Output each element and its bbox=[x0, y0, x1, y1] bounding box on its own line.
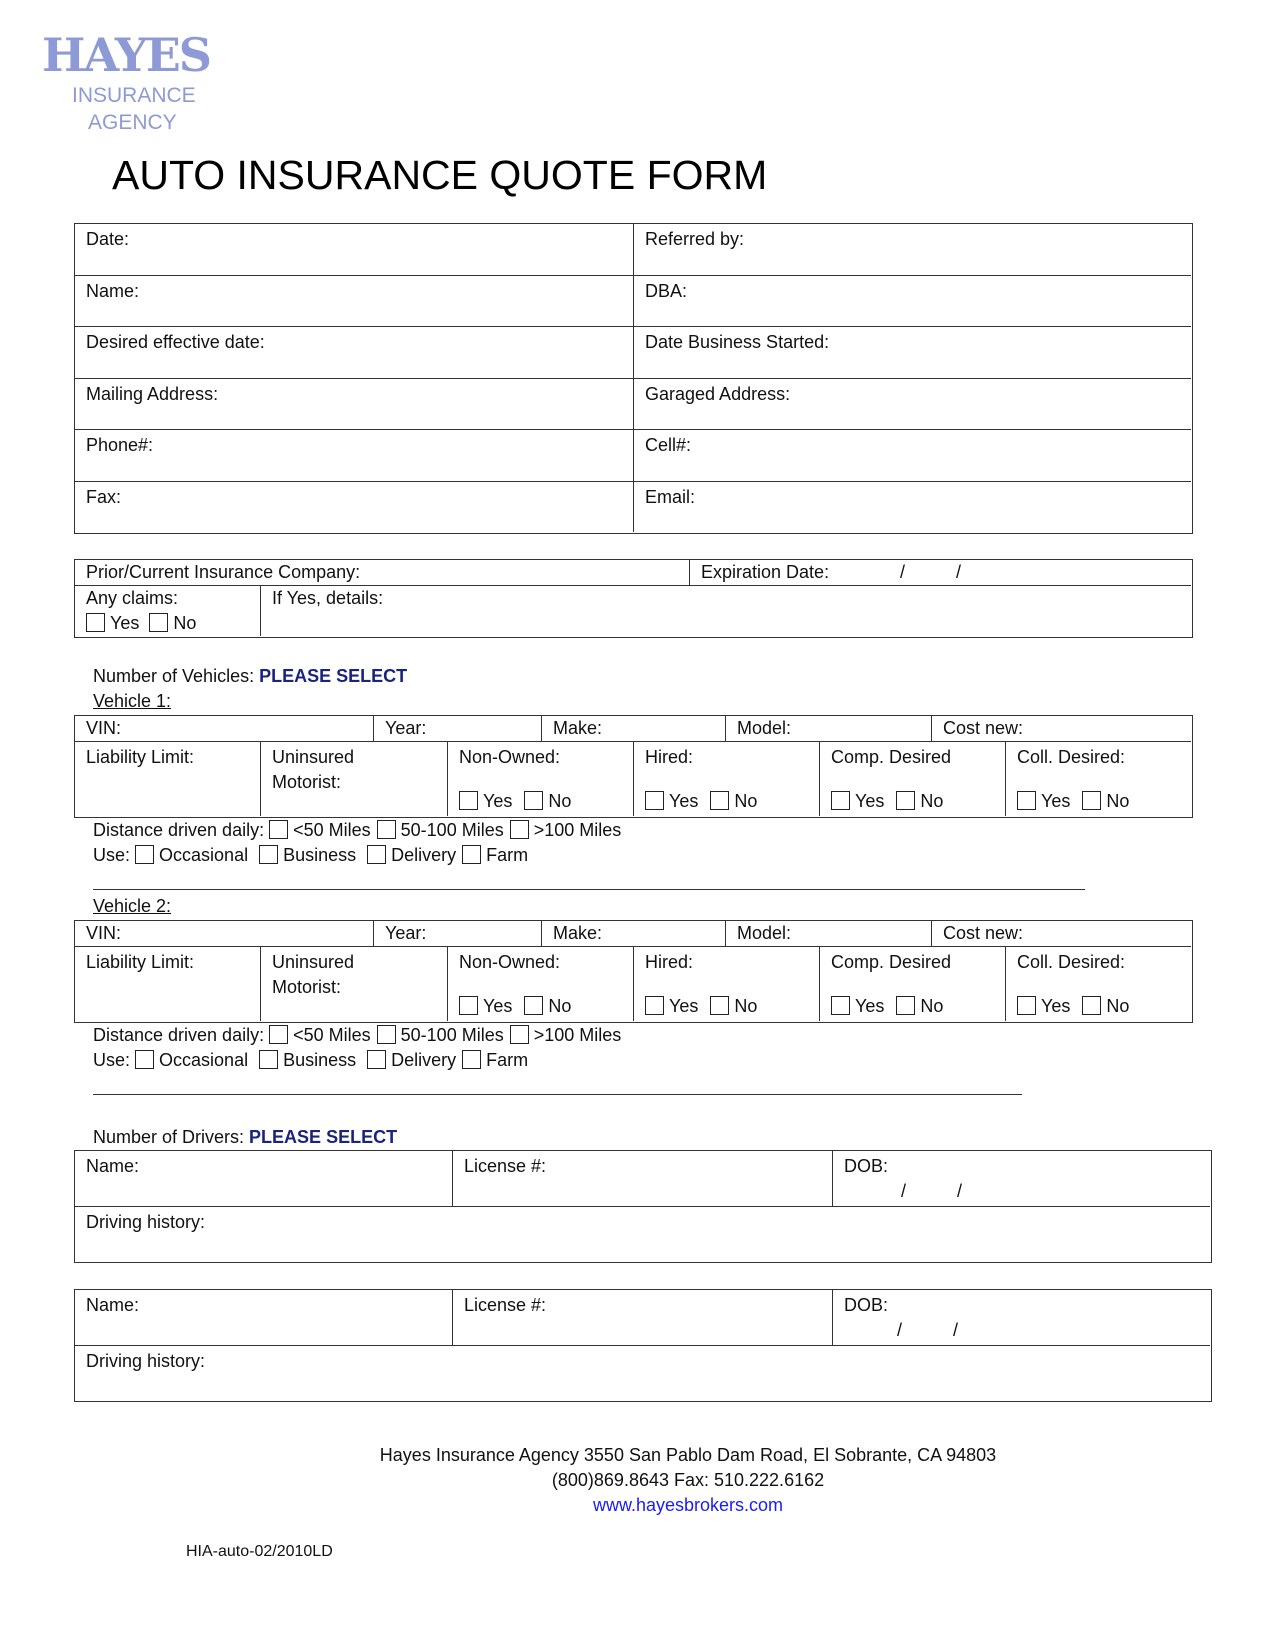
hired-field bbox=[634, 742, 820, 816]
distance-50-100-checkbox[interactable] bbox=[377, 1025, 396, 1044]
vehicle-table bbox=[74, 920, 1193, 1023]
make-label: Make: bbox=[553, 718, 603, 738]
option-label: Farm bbox=[486, 1050, 529, 1070]
no-label: No bbox=[1106, 996, 1130, 1016]
yes-label: Yes bbox=[855, 996, 885, 1016]
option-label: Farm bbox=[486, 845, 529, 865]
vin-label: VIN: bbox=[86, 718, 122, 738]
dob-field[interactable] bbox=[833, 1290, 1210, 1346]
non-owned-yes-checkbox[interactable] bbox=[459, 791, 478, 810]
coll-no-checkbox[interactable] bbox=[1082, 791, 1101, 810]
drivers-select[interactable]: PLEASE SELECT bbox=[249, 1127, 398, 1147]
liability-label: Liability Limit: bbox=[86, 952, 195, 972]
driver-name-label: Name: bbox=[86, 1156, 140, 1176]
claims-details-field[interactable] bbox=[261, 586, 1191, 636]
no-label: No bbox=[1106, 791, 1130, 811]
use-occasional-checkbox[interactable] bbox=[135, 845, 154, 864]
distance-under50-checkbox[interactable] bbox=[269, 1025, 288, 1044]
cost-label: Cost new: bbox=[943, 718, 1024, 738]
date-slash: / bbox=[897, 1320, 903, 1340]
yes-label: Yes bbox=[669, 996, 699, 1016]
cell-label: Cell#: bbox=[645, 435, 692, 455]
website-link[interactable]: www.hayesbrokers.com bbox=[592, 1495, 784, 1515]
fax-field[interactable] bbox=[75, 482, 634, 532]
distance-label: Distance driven daily: bbox=[93, 820, 265, 840]
name-label: Name: bbox=[86, 281, 140, 301]
cost-new-field[interactable] bbox=[932, 921, 1191, 947]
option-label: Business bbox=[283, 845, 357, 865]
non-owned-no-checkbox[interactable] bbox=[524, 791, 543, 810]
date-slash: / bbox=[901, 1181, 907, 1201]
use-farm-checkbox[interactable] bbox=[462, 1050, 481, 1069]
coll-label: Coll. Desired: bbox=[1017, 747, 1126, 767]
option-label: <50 Miles bbox=[293, 1025, 371, 1045]
history-label: Driving history: bbox=[86, 1212, 206, 1232]
effective-date-field[interactable] bbox=[75, 327, 634, 379]
garaged-label: Garaged Address: bbox=[645, 384, 791, 404]
non-owned-label: Non-Owned: bbox=[459, 747, 561, 767]
vin-field[interactable] bbox=[75, 921, 374, 947]
driving-history-field[interactable] bbox=[75, 1207, 1210, 1261]
non-owned-yes-checkbox[interactable] bbox=[459, 996, 478, 1015]
distance-under50-checkbox[interactable] bbox=[269, 820, 288, 839]
divider bbox=[93, 1094, 1022, 1095]
effective-label: Desired effective date: bbox=[86, 332, 265, 352]
expiration-label: Expiration Date: bbox=[701, 562, 830, 582]
vehicle-table bbox=[74, 715, 1193, 818]
vehicles-select[interactable]: PLEASE SELECT bbox=[259, 666, 408, 686]
mailing-address-field[interactable] bbox=[75, 379, 634, 430]
mailing-label: Mailing Address: bbox=[86, 384, 219, 404]
dob-label: DOB: bbox=[844, 1156, 889, 1176]
option-label: Occasional bbox=[159, 845, 249, 865]
non-owned-no-checkbox[interactable] bbox=[524, 996, 543, 1015]
prior-company-field[interactable] bbox=[75, 560, 690, 586]
comp-label: Comp. Desired bbox=[831, 952, 952, 972]
non-owned-field bbox=[448, 947, 634, 1021]
hired-label: Hired: bbox=[645, 747, 694, 767]
hired-no-checkbox[interactable] bbox=[710, 996, 729, 1015]
footer-phones: (800)869.8643 Fax: 510.222.6162 bbox=[551, 1470, 825, 1490]
referred-field[interactable] bbox=[634, 224, 1191, 276]
use-row bbox=[93, 843, 528, 868]
history-label: Driving history: bbox=[86, 1351, 206, 1371]
driver-name-field[interactable] bbox=[75, 1151, 453, 1207]
coll-no-checkbox[interactable] bbox=[1082, 996, 1101, 1015]
no-label: No bbox=[173, 613, 197, 633]
coll-field bbox=[1006, 742, 1191, 816]
no-label: No bbox=[734, 996, 758, 1016]
claims-no-checkbox[interactable] bbox=[149, 613, 168, 632]
yes-label: Yes bbox=[483, 791, 513, 811]
yes-label: Yes bbox=[110, 613, 140, 633]
distance-label: Distance driven daily: bbox=[93, 1025, 265, 1045]
coll-yes-checkbox[interactable] bbox=[1017, 791, 1036, 810]
uninsured-label: Uninsured bbox=[272, 952, 355, 972]
yes-label: Yes bbox=[1041, 996, 1071, 1016]
distance-over100-checkbox[interactable] bbox=[510, 1025, 529, 1044]
vin-field[interactable] bbox=[75, 716, 374, 742]
prior-company-label: Prior/Current Insurance Company: bbox=[86, 562, 361, 582]
drivers-label: Number of Drivers: bbox=[93, 1127, 245, 1147]
option-label: 50-100 Miles bbox=[400, 820, 504, 840]
use-farm-checkbox[interactable] bbox=[462, 845, 481, 864]
yes-label: Yes bbox=[669, 791, 699, 811]
coll-yes-checkbox[interactable] bbox=[1017, 996, 1036, 1015]
phone-field[interactable] bbox=[75, 430, 634, 482]
use-occasional-checkbox[interactable] bbox=[135, 1050, 154, 1069]
vehicle-title: Vehicle 1: bbox=[93, 691, 172, 711]
contact-table bbox=[74, 223, 1193, 534]
use-row bbox=[93, 1048, 528, 1073]
hired-field bbox=[634, 947, 820, 1021]
cell-field[interactable] bbox=[634, 430, 1191, 482]
uninsured-label: Motorist: bbox=[272, 977, 342, 997]
fax-label: Fax: bbox=[86, 487, 122, 507]
driver-table bbox=[74, 1150, 1212, 1263]
license-label: License #: bbox=[464, 1156, 547, 1176]
make-label: Make: bbox=[553, 923, 603, 943]
year-field[interactable] bbox=[374, 921, 542, 947]
vehicles-label: Number of Vehicles: bbox=[93, 666, 255, 686]
make-field[interactable] bbox=[542, 716, 726, 742]
use-label: Use: bbox=[93, 1050, 131, 1070]
garaged-address-field[interactable] bbox=[634, 379, 1191, 430]
hired-label: Hired: bbox=[645, 952, 694, 972]
no-label: No bbox=[734, 791, 758, 811]
yes-label: Yes bbox=[1041, 791, 1071, 811]
yes-label: Yes bbox=[483, 996, 513, 1016]
liability-label: Liability Limit: bbox=[86, 747, 195, 767]
logo-name: HAYES bbox=[42, 28, 210, 82]
logo-line1: INSURANCE bbox=[72, 84, 196, 107]
distance-row bbox=[93, 818, 621, 843]
driver-table bbox=[74, 1289, 1212, 1402]
model-field[interactable] bbox=[726, 716, 932, 742]
option-label: 50-100 Miles bbox=[400, 1025, 504, 1045]
uninsured-label: Uninsured bbox=[272, 747, 355, 767]
driver-name-label: Name: bbox=[86, 1295, 140, 1315]
name-field[interactable] bbox=[75, 276, 634, 327]
liability-field[interactable] bbox=[75, 742, 261, 816]
prior-insurance-table bbox=[74, 559, 1193, 638]
comp-yes-checkbox[interactable] bbox=[831, 996, 850, 1015]
year-label: Year: bbox=[385, 718, 427, 738]
vehicles-count bbox=[93, 664, 407, 689]
hired-no-checkbox[interactable] bbox=[710, 791, 729, 810]
non-owned-label: Non-Owned: bbox=[459, 952, 561, 972]
option-label: <50 Miles bbox=[293, 820, 371, 840]
dob-field[interactable] bbox=[833, 1151, 1210, 1207]
expiration-date-field[interactable] bbox=[690, 560, 1191, 586]
hired-yes-checkbox[interactable] bbox=[645, 791, 664, 810]
option-label: Delivery bbox=[391, 1050, 457, 1070]
license-label: License #: bbox=[464, 1295, 547, 1315]
option-label: >100 Miles bbox=[533, 820, 622, 840]
date-slash: / bbox=[953, 1320, 959, 1340]
comp-no-checkbox[interactable] bbox=[896, 996, 915, 1015]
driver-name-field[interactable] bbox=[75, 1290, 453, 1346]
claims-field bbox=[75, 586, 261, 636]
uninsured-field[interactable] bbox=[261, 947, 448, 1021]
use-business-checkbox[interactable] bbox=[259, 1050, 278, 1069]
use-business-checkbox[interactable] bbox=[259, 845, 278, 864]
page-title: AUTO INSURANCE QUOTE FORM bbox=[112, 152, 768, 198]
distance-over100-checkbox[interactable] bbox=[510, 820, 529, 839]
driving-history-field[interactable] bbox=[75, 1346, 1210, 1400]
make-field[interactable] bbox=[542, 921, 726, 947]
vin-label: VIN: bbox=[86, 923, 122, 943]
claims-yes-checkbox[interactable] bbox=[86, 613, 105, 632]
dba-label: DBA: bbox=[645, 281, 688, 301]
no-label: No bbox=[548, 996, 572, 1016]
year-label: Year: bbox=[385, 923, 427, 943]
yes-label: Yes bbox=[855, 791, 885, 811]
uninsured-label: Motorist: bbox=[272, 772, 342, 792]
liability-field[interactable] bbox=[75, 947, 261, 1021]
date-slash: / bbox=[900, 562, 906, 582]
distance-row bbox=[93, 1023, 621, 1048]
date-field[interactable] bbox=[75, 224, 634, 276]
option-label: Business bbox=[283, 1050, 357, 1070]
license-field[interactable] bbox=[453, 1151, 833, 1207]
coll-label: Coll. Desired: bbox=[1017, 952, 1126, 972]
option-label: Occasional bbox=[159, 1050, 249, 1070]
option-label: Delivery bbox=[391, 845, 457, 865]
no-label: No bbox=[920, 791, 944, 811]
year-field[interactable] bbox=[374, 716, 542, 742]
drivers-count bbox=[93, 1125, 397, 1150]
no-label: No bbox=[920, 996, 944, 1016]
no-label: No bbox=[548, 791, 572, 811]
email-field[interactable] bbox=[634, 482, 1191, 532]
license-field[interactable] bbox=[453, 1290, 833, 1346]
hired-yes-checkbox[interactable] bbox=[645, 996, 664, 1015]
email-label: Email: bbox=[645, 487, 696, 507]
started-label: Date Business Started: bbox=[645, 332, 830, 352]
footer-address: Hayes Insurance Agency 3550 San Pablo Dam Road, El Sobrante, CA 94803 bbox=[379, 1445, 997, 1465]
option-label: >100 Miles bbox=[533, 1025, 622, 1045]
business-started-field[interactable] bbox=[634, 327, 1191, 379]
claims-label: Any claims: bbox=[86, 588, 179, 608]
details-label: If Yes, details: bbox=[272, 588, 384, 608]
non-owned-field bbox=[448, 742, 634, 816]
cost-new-field[interactable] bbox=[932, 716, 1191, 742]
vehicle-title: Vehicle 2: bbox=[93, 896, 172, 916]
phone-label: Phone#: bbox=[86, 435, 154, 455]
dob-label: DOB: bbox=[844, 1295, 889, 1315]
use-delivery-checkbox[interactable] bbox=[367, 1050, 386, 1069]
uninsured-field[interactable] bbox=[261, 742, 448, 816]
model-label: Model: bbox=[737, 718, 792, 738]
comp-label: Comp. Desired bbox=[831, 747, 952, 767]
date-slash: / bbox=[957, 1181, 963, 1201]
comp-field bbox=[820, 947, 1006, 1021]
comp-field bbox=[820, 742, 1006, 816]
referred-label: Referred by: bbox=[645, 229, 745, 249]
use-label: Use: bbox=[93, 845, 131, 865]
logo-line2: AGENCY bbox=[88, 111, 177, 134]
model-label: Model: bbox=[737, 923, 792, 943]
divider bbox=[93, 889, 1085, 890]
form-code: HIA-auto-02/2010LD bbox=[186, 1543, 333, 1560]
coll-field bbox=[1006, 947, 1191, 1021]
comp-no-checkbox[interactable] bbox=[896, 791, 915, 810]
distance-50-100-checkbox[interactable] bbox=[377, 820, 396, 839]
use-delivery-checkbox[interactable] bbox=[367, 845, 386, 864]
date-label: Date: bbox=[86, 229, 130, 249]
dba-field[interactable] bbox=[634, 276, 1191, 327]
model-field[interactable] bbox=[726, 921, 932, 947]
cost-label: Cost new: bbox=[943, 923, 1024, 943]
date-slash: / bbox=[956, 562, 962, 582]
comp-yes-checkbox[interactable] bbox=[831, 791, 850, 810]
